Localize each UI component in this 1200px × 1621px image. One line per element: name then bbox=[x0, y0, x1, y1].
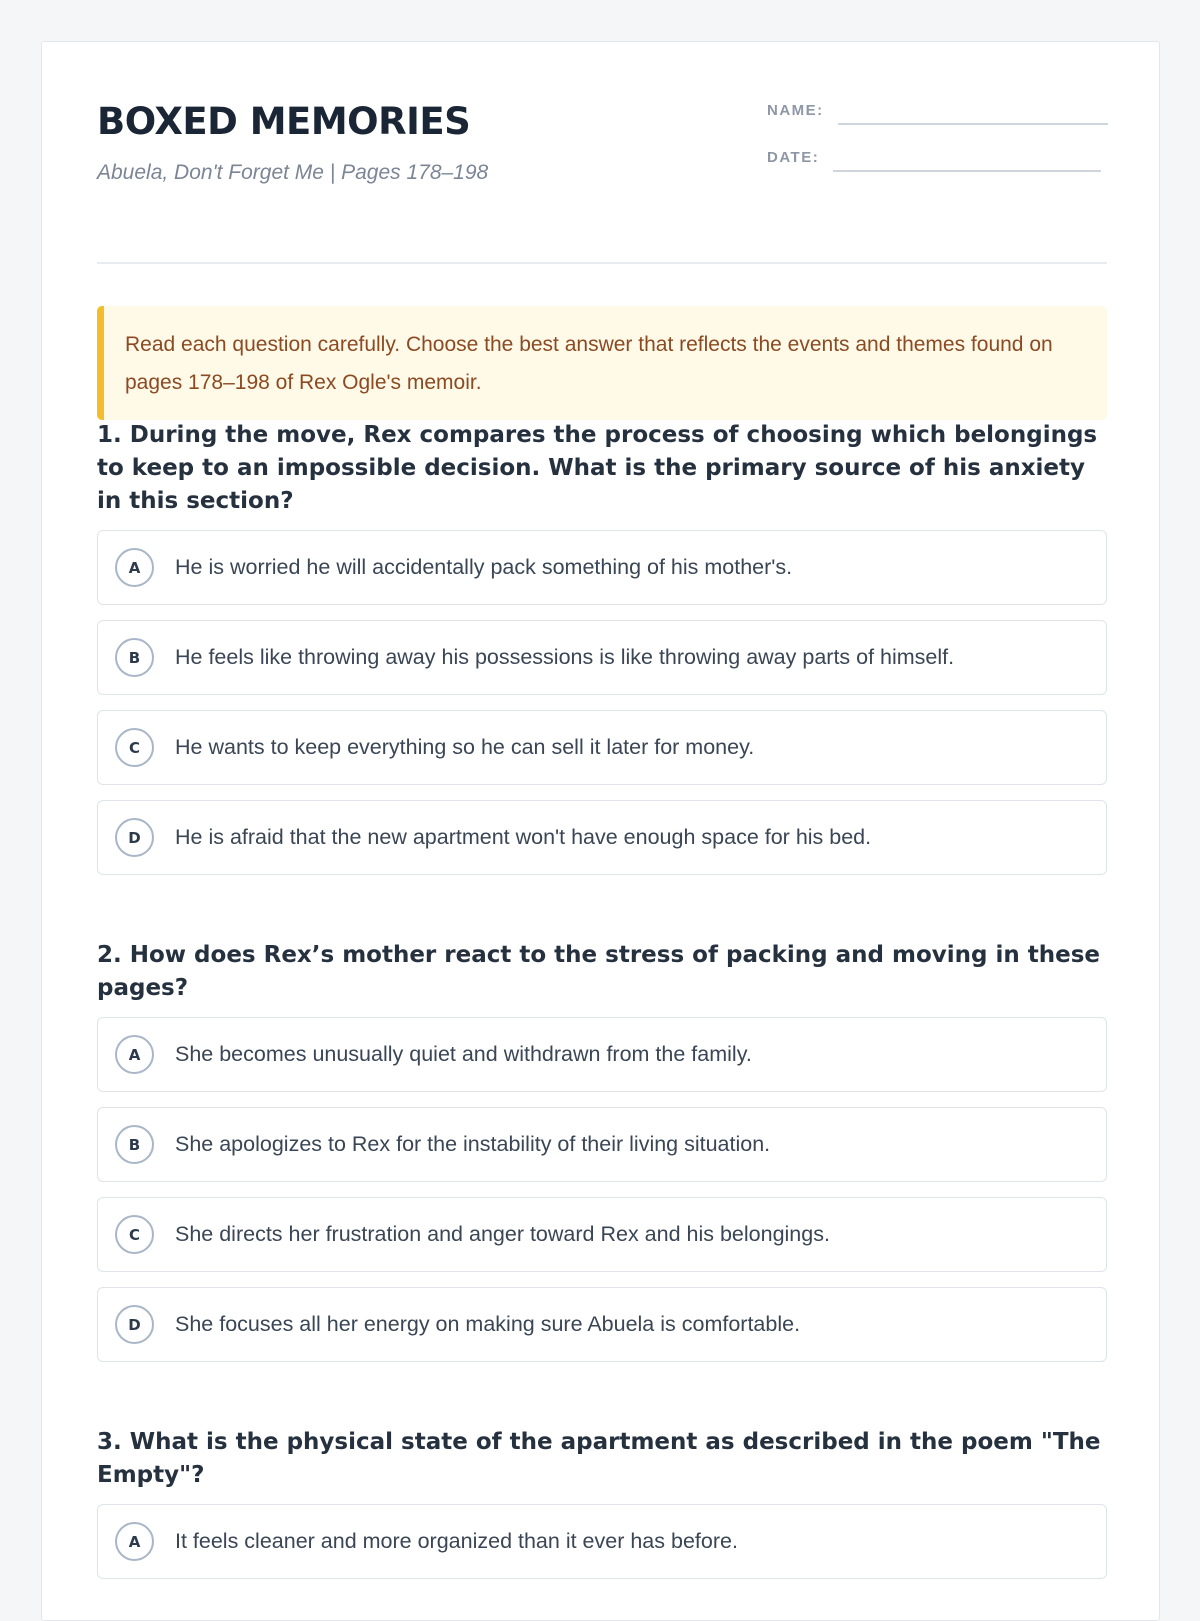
worksheet-content bbox=[97, 42, 1107, 1553]
option-letter-badge: A bbox=[115, 1522, 154, 1561]
question-1-option-a[interactable] bbox=[97, 530, 1107, 605]
question-3-option-a[interactable] bbox=[97, 1504, 1107, 1579]
option-text: He wants to keep everything so he can sell it later for money. bbox=[175, 735, 755, 759]
page-subtitle: Abuela, Don't Forget Me | Pages 178–198 bbox=[97, 161, 489, 184]
question-2-text: 2. How does Rex’s mother react to the stress of packing and moving in these pages? bbox=[97, 942, 1101, 1001]
option-letter-badge: B bbox=[115, 638, 154, 677]
option-letter-badge: A bbox=[115, 1035, 154, 1074]
option-text: She becomes unusually quiet and withdrawn from the family. bbox=[175, 1042, 752, 1066]
option-text: She directs her frustration and anger toward Rex and his belongings. bbox=[175, 1222, 830, 1246]
date-label: DATE: bbox=[767, 149, 820, 166]
question-2-option-d[interactable] bbox=[97, 1287, 1107, 1362]
option-text: He feels like throwing away his possessions is like throwing away parts of himself. bbox=[175, 645, 955, 669]
option-letter-badge: A bbox=[115, 548, 154, 587]
question-2-option-a[interactable] bbox=[97, 1017, 1107, 1092]
option-letter-badge: B bbox=[115, 1125, 154, 1164]
option-letter-badge: C bbox=[115, 1215, 154, 1254]
option-text: He is afraid that the new apartment won't have enough space for his bed. bbox=[175, 825, 872, 849]
name-field[interactable] bbox=[838, 123, 1108, 125]
question-1-option-b[interactable] bbox=[97, 620, 1107, 695]
date-row bbox=[767, 149, 1101, 166]
question-1-text: 1. During the move, Rex compares the process of choosing which belongings to keep to an impossible decision. What is the primary source of his anxiety in this section? bbox=[97, 422, 1098, 514]
option-text: She apologizes to Rex for the instability of their living situation. bbox=[175, 1132, 771, 1156]
worksheet-header bbox=[97, 42, 1107, 264]
option-text: He is worried he will accidentally pack something of his mother's. bbox=[175, 555, 793, 579]
page-title: BOXED MEMORIES bbox=[97, 100, 471, 143]
name-row bbox=[767, 102, 1108, 119]
question-2-option-c[interactable] bbox=[97, 1197, 1107, 1272]
worksheet-page bbox=[41, 41, 1160, 1621]
date-field[interactable] bbox=[833, 170, 1101, 172]
option-letter-badge: D bbox=[115, 818, 154, 857]
option-letter-badge: C bbox=[115, 728, 154, 767]
option-letter-badge: D bbox=[115, 1305, 154, 1344]
question-2-option-b[interactable] bbox=[97, 1107, 1107, 1182]
instructions-callout: Read each question carefully. Choose the best answer that reflects the events and themes found on pages 178–198 of Rex Ogle's memoir. bbox=[97, 306, 1107, 420]
name-label: NAME: bbox=[767, 102, 824, 119]
option-text: She focuses all her energy on making sure Abuela is comfortable. bbox=[175, 1312, 801, 1336]
question-1-option-c[interactable] bbox=[97, 710, 1107, 785]
question-3-text: 3. What is the physical state of the apartment as described in the poem "The Empty"? bbox=[97, 1429, 1101, 1488]
option-text: It feels cleaner and more organized than it ever has before. bbox=[175, 1529, 738, 1553]
question-1-option-d[interactable] bbox=[97, 800, 1107, 875]
